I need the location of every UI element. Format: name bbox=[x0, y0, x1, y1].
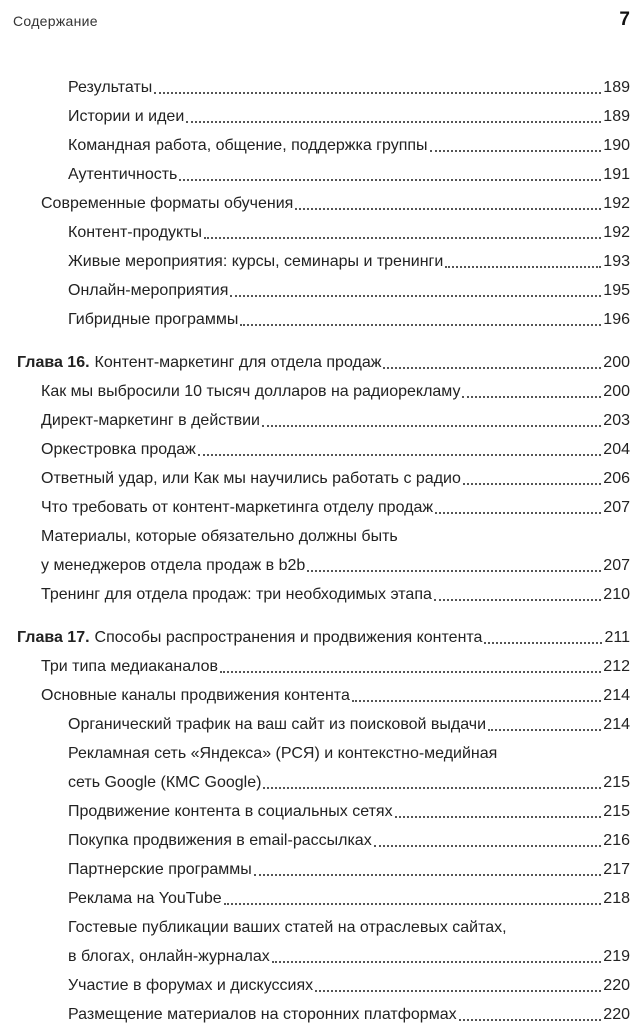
toc-entry-title: Органический трафик на ваш сайт из поисковой выдачи bbox=[68, 716, 487, 733]
chapter-entry bbox=[17, 348, 630, 377]
toc-entry-page: 217 bbox=[603, 861, 630, 878]
dot-leader bbox=[435, 512, 601, 514]
toc-entry-title: Размещение материалов на сторонних платформах bbox=[68, 1006, 457, 1023]
dot-leader bbox=[186, 121, 601, 123]
dot-leader bbox=[459, 1019, 602, 1021]
dot-leader bbox=[262, 425, 601, 427]
section-gap bbox=[0, 334, 643, 348]
toc-entry-title: Участие в форумах и дискуссиях bbox=[68, 977, 314, 994]
dot-leader bbox=[254, 874, 602, 876]
toc-entry-title: Ответный удар, или Как мы научились работать с радио bbox=[41, 470, 461, 487]
toc-entry bbox=[41, 189, 630, 218]
toc-entry-page: 195 bbox=[603, 282, 630, 299]
dot-leader bbox=[463, 483, 601, 485]
toc-entry bbox=[68, 276, 630, 305]
toc-entry-title-line1: Материалы, которые обязательно должны быть bbox=[41, 528, 398, 545]
dot-leader bbox=[383, 367, 601, 369]
toc-entry-page: 190 bbox=[603, 137, 630, 154]
toc-entry-title-line2: сеть Google (КМС Google) bbox=[68, 774, 262, 791]
toc-entry-title: Живые мероприятия: курсы, семинары и тренинги bbox=[68, 253, 444, 270]
dot-leader bbox=[295, 208, 601, 210]
dot-leader bbox=[462, 396, 601, 398]
chapter-title: Контент-маркетинг для отдела продаж bbox=[94, 354, 382, 371]
toc-entry bbox=[68, 131, 630, 160]
toc-entry-page: 192 bbox=[603, 224, 630, 241]
toc-entry bbox=[68, 73, 630, 102]
toc-entry-page: 191 bbox=[603, 166, 630, 183]
toc-entry bbox=[41, 580, 630, 609]
toc-entry-page: 196 bbox=[603, 311, 630, 328]
chapter-page: 211 bbox=[604, 629, 630, 646]
toc-entry bbox=[68, 102, 630, 131]
toc-entry bbox=[41, 406, 630, 435]
dot-leader bbox=[263, 787, 601, 789]
toc-entry-title: Что требовать от контент-маркетинга отделу продаж bbox=[41, 499, 434, 516]
toc-entry-title: Результаты bbox=[68, 79, 153, 96]
dot-leader bbox=[198, 454, 602, 456]
toc-entry-page: 193 bbox=[603, 253, 630, 270]
toc-entry-page: 215 bbox=[603, 803, 630, 820]
toc-entry bbox=[41, 464, 630, 493]
toc-entry-page: 210 bbox=[603, 586, 630, 603]
toc-entry-title-line2: в блогах, онлайн-журналах bbox=[68, 948, 270, 965]
chapter-label: Глава 17. bbox=[17, 629, 90, 646]
toc-entry bbox=[68, 913, 630, 971]
toc-entry-title-line1: Гостевые публикации ваших статей на отраслевых сайтах, bbox=[68, 919, 507, 936]
toc-entry-page: 214 bbox=[603, 716, 630, 733]
chapter-label: Глава 16. bbox=[17, 354, 90, 371]
toc-entry-title: Гибридные программы bbox=[68, 311, 239, 328]
toc-entry-title: Командная работа, общение, поддержка группы bbox=[68, 137, 428, 154]
dot-leader bbox=[230, 295, 601, 297]
toc-entry-page: 206 bbox=[603, 470, 630, 487]
toc-entry bbox=[68, 971, 630, 1000]
dot-leader bbox=[374, 845, 602, 847]
dot-leader bbox=[434, 599, 601, 601]
toc-entry-title: Истории и идеи bbox=[68, 108, 185, 125]
toc-entry bbox=[41, 652, 630, 681]
toc-entry-title: Контент-продукты bbox=[68, 224, 203, 241]
toc-entry-page: 216 bbox=[603, 832, 630, 849]
toc-entry-page: 214 bbox=[603, 687, 630, 704]
toc-entry-page: 220 bbox=[603, 977, 630, 994]
toc-entry-page: 200 bbox=[603, 383, 630, 400]
chapter-page: 200 bbox=[603, 354, 630, 371]
toc-entry-page: 203 bbox=[603, 412, 630, 429]
toc-entry-title: Основные каналы продвижения контента bbox=[41, 687, 350, 704]
toc-entry-page: 219 bbox=[603, 948, 630, 965]
toc-entry-title: Три типа медиаканалов bbox=[41, 658, 219, 675]
toc-entry bbox=[68, 218, 630, 247]
toc-entry bbox=[41, 681, 630, 710]
toc-entry bbox=[41, 435, 630, 464]
toc-entry bbox=[68, 247, 630, 276]
chapter-title: Способы распространения и продвижения контента bbox=[94, 629, 483, 646]
toc-entry-page: 220 bbox=[603, 1006, 630, 1023]
toc-entry-title-line1: Рекламная сеть «Яндекса» (РСЯ) и контекстно-медийная bbox=[68, 745, 498, 762]
toc-entry-page: 189 bbox=[603, 79, 630, 96]
toc-entry bbox=[41, 377, 630, 406]
toc-entry-title: Современные форматы обучения bbox=[41, 195, 294, 212]
dot-leader bbox=[352, 700, 601, 702]
toc-entry bbox=[68, 305, 630, 334]
running-header-title: Содержание bbox=[13, 13, 98, 29]
dot-leader bbox=[272, 961, 602, 963]
toc-entry-page: 212 bbox=[603, 658, 630, 675]
dot-leader bbox=[307, 570, 601, 572]
toc-entry-page: 192 bbox=[603, 195, 630, 212]
running-header bbox=[13, 8, 630, 34]
dot-leader bbox=[154, 92, 601, 94]
toc-entry-page: 218 bbox=[603, 890, 630, 907]
dot-leader bbox=[220, 671, 601, 673]
dot-leader bbox=[179, 179, 601, 181]
toc-entry bbox=[68, 826, 630, 855]
toc-entry-title: Директ-маркетинг в действии bbox=[41, 412, 260, 429]
toc-entry bbox=[68, 797, 630, 826]
toc-entry bbox=[68, 855, 630, 884]
chapter-entry bbox=[17, 623, 630, 652]
section-gap bbox=[0, 609, 643, 623]
dot-leader bbox=[240, 324, 601, 326]
toc-entry-title: Реклама на YouTube bbox=[68, 890, 222, 907]
toc-entry-title: Как мы выбросили 10 тысяч долларов на радиорекламу bbox=[41, 383, 461, 400]
dot-leader bbox=[224, 903, 602, 905]
toc-entry-title: Продвижение контента в социальных сетях bbox=[68, 803, 393, 820]
toc-entry bbox=[68, 160, 630, 189]
toc-entry-title: Аутентичность bbox=[68, 166, 178, 183]
dot-leader bbox=[204, 237, 601, 239]
toc-entry bbox=[41, 493, 630, 522]
toc-entry-title: Покупка продвижения в email-рассылках bbox=[68, 832, 372, 849]
toc-entry-title: Онлайн-мероприятия bbox=[68, 282, 229, 299]
dot-leader bbox=[488, 729, 601, 731]
toc-entry-title: Оркестровка продаж bbox=[41, 441, 196, 458]
dot-leader bbox=[315, 990, 601, 992]
toc-entry-title: Тренинг для отдела продаж: три необходимых этапа bbox=[41, 586, 432, 603]
dot-leader bbox=[395, 816, 602, 818]
toc-entry-title-line2: у менеджеров отдела продаж в b2b bbox=[41, 557, 306, 574]
toc-entry-title: Партнерские программы bbox=[68, 861, 252, 878]
toc-entry-page: 204 bbox=[603, 441, 630, 458]
table-of-contents bbox=[0, 73, 643, 1029]
toc-entry bbox=[68, 710, 630, 739]
toc-entry-page: 207 bbox=[603, 499, 630, 516]
toc-entry bbox=[41, 522, 630, 580]
toc-entry bbox=[68, 1000, 630, 1029]
dot-leader bbox=[484, 642, 602, 644]
dot-leader bbox=[430, 150, 602, 152]
toc-entry bbox=[68, 884, 630, 913]
toc-entry-page: 215 bbox=[603, 774, 630, 791]
toc-entry-page: 189 bbox=[603, 108, 630, 125]
dot-leader bbox=[445, 266, 601, 268]
page-number: 7 bbox=[619, 9, 630, 30]
toc-entry-page: 207 bbox=[603, 557, 630, 574]
toc-entry bbox=[68, 739, 630, 797]
